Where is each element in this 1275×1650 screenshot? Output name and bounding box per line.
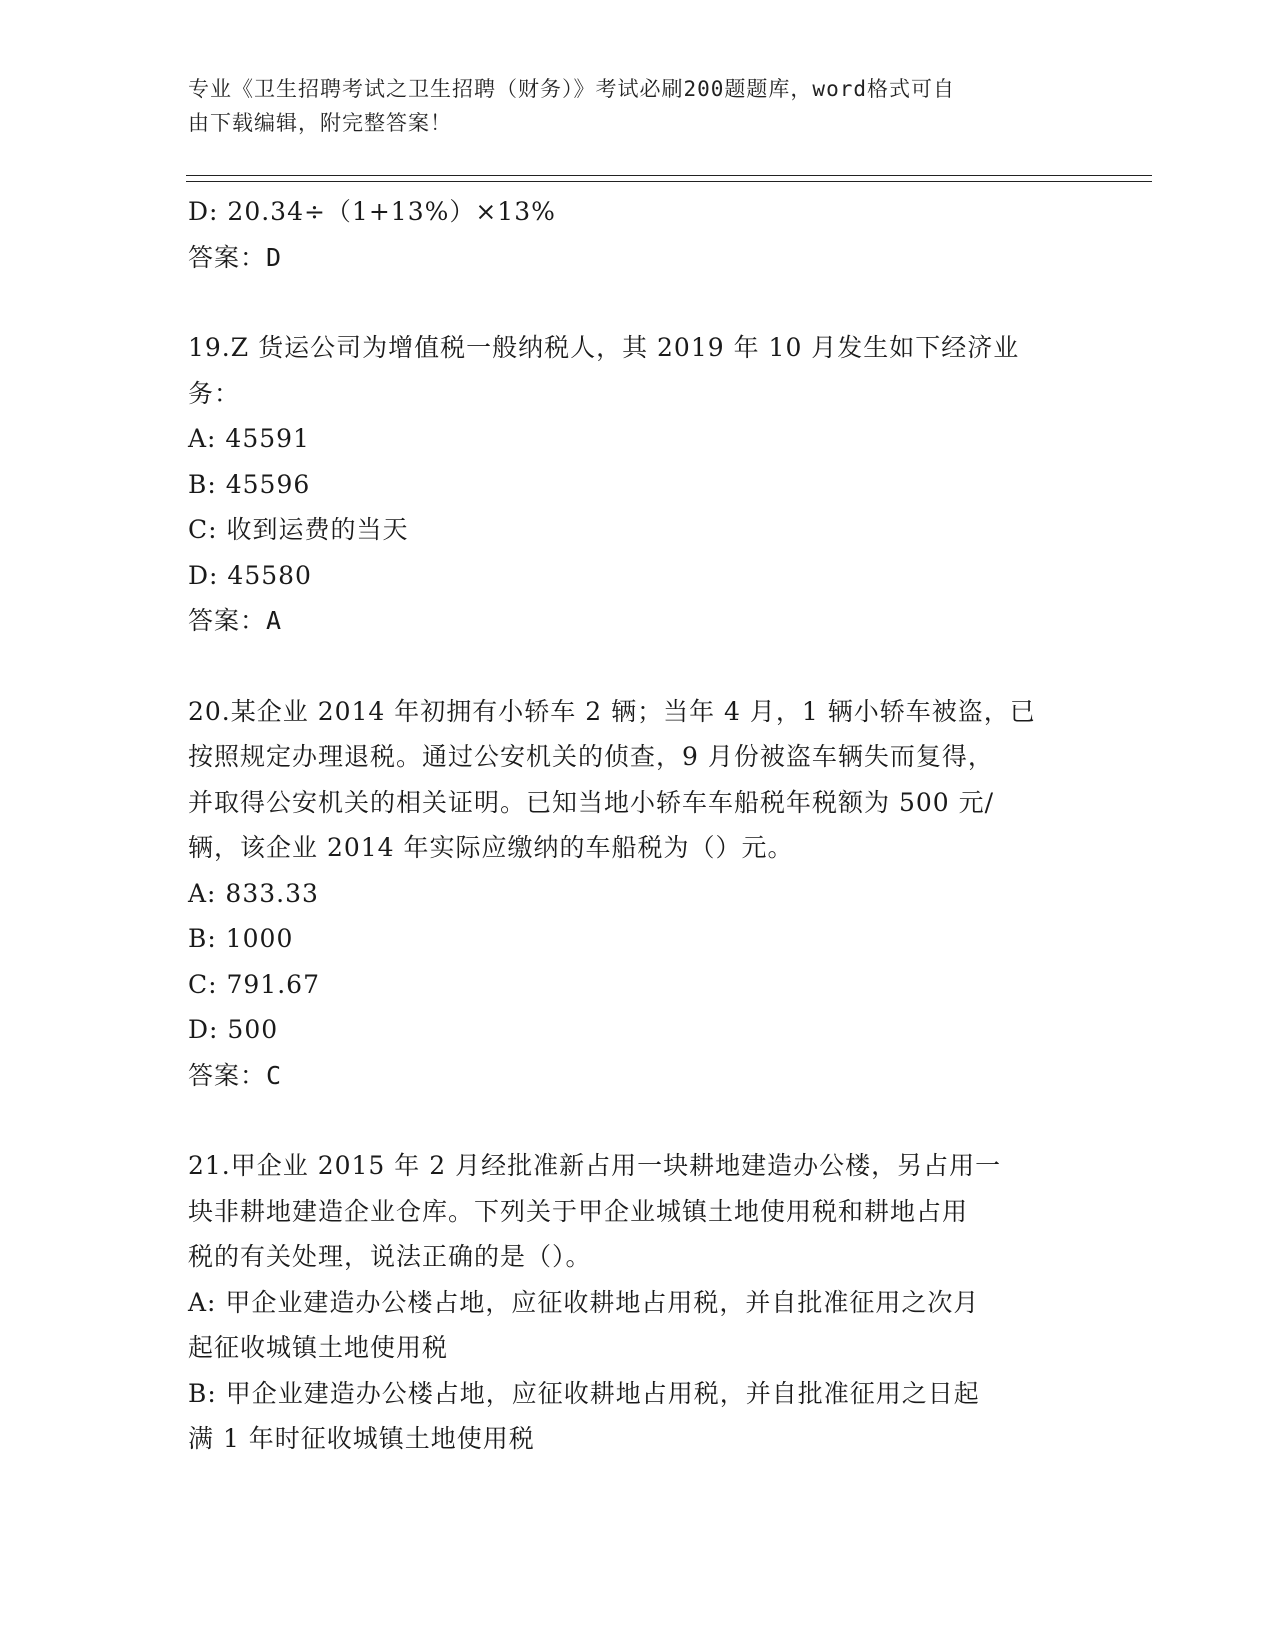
q21-option-b-line-1: B: 甲企业建造办公楼占地，应征收耕地占用税，并自批准征用之日起 (188, 1378, 980, 1408)
header-line-1: 专业《卫生招聘考试之卫生招聘（财务）》考试必刷200题题库，word格式可自 (188, 77, 955, 101)
q19-option-d: D: 45580 (188, 560, 312, 590)
q18-option-d: D: 20.34÷（1+13%）×13% (188, 197, 556, 226)
q19-option-a: A: 45591 (188, 424, 310, 453)
q19-answer: 答案：A (188, 606, 283, 635)
q20-option-d: D: 500 (188, 1015, 279, 1044)
q18-answer: 答案：D (188, 242, 283, 272)
q20-option-c: C: 791.67 (188, 969, 320, 999)
header-divider-top (186, 175, 1152, 176)
q20-stem-line-2: 按照规定办理退税。通过公安机关的侦查，9 月份被盗车辆失而复得， (188, 742, 994, 771)
q21-stem-line-3: 税的有关处理，说法正确的是（）。 (188, 1242, 592, 1271)
q20-option-b: B: 1000 (188, 924, 294, 953)
q20-stem-line-4: 辆，该企业 2014 年实际应缴纳的车船税为（）元。 (188, 833, 794, 862)
header-line-2: 由下载编辑，附完整答案！ (188, 111, 452, 135)
q21-stem-line-1: 21.甲企业 2015 年 2 月经批准新占用一块耕地建造办公楼，另占用一 (188, 1151, 1002, 1180)
q21-option-b-line-2: 满 1 年时征收城镇土地使用税 (188, 1424, 535, 1453)
q19-option-b: B: 45596 (188, 469, 311, 499)
q20-answer: 答案：C (188, 1060, 283, 1090)
q20-stem-line-1: 20.某企业 2014 年初拥有小轿车 2 辆；当年 4 月，1 辆小轿车被盗，已 (188, 696, 1036, 726)
header-divider-bottom (186, 181, 1152, 182)
q20-stem-line-3: 并取得公安机关的相关证明。已知当地小轿车车船税年税额为 500 元/ (188, 787, 995, 817)
q21-option-a-line-2: 起征收城镇土地使用税 (188, 1333, 449, 1362)
question-content (188, 189, 1088, 1462)
page-header (188, 72, 1068, 140)
q21-stem-line-2: 块非耕地建造企业仓库。下列关于甲企业城镇土地使用税和耕地占用 (188, 1196, 969, 1226)
q19-stem-line-1: 19.Z 货运公司为增值税一般纳税人，其 2019 年 10 月发生如下经济业 (188, 333, 1020, 362)
q20-option-a: A: 833.33 (188, 878, 319, 908)
q21-option-a-line-1: A: 甲企业建造办公楼占地，应征收耕地占用税，并自批准征用之次月 (188, 1287, 980, 1317)
q19-option-c: C: 收到运费的当天 (188, 515, 409, 544)
q19-stem-line-2: 务： (188, 378, 241, 408)
